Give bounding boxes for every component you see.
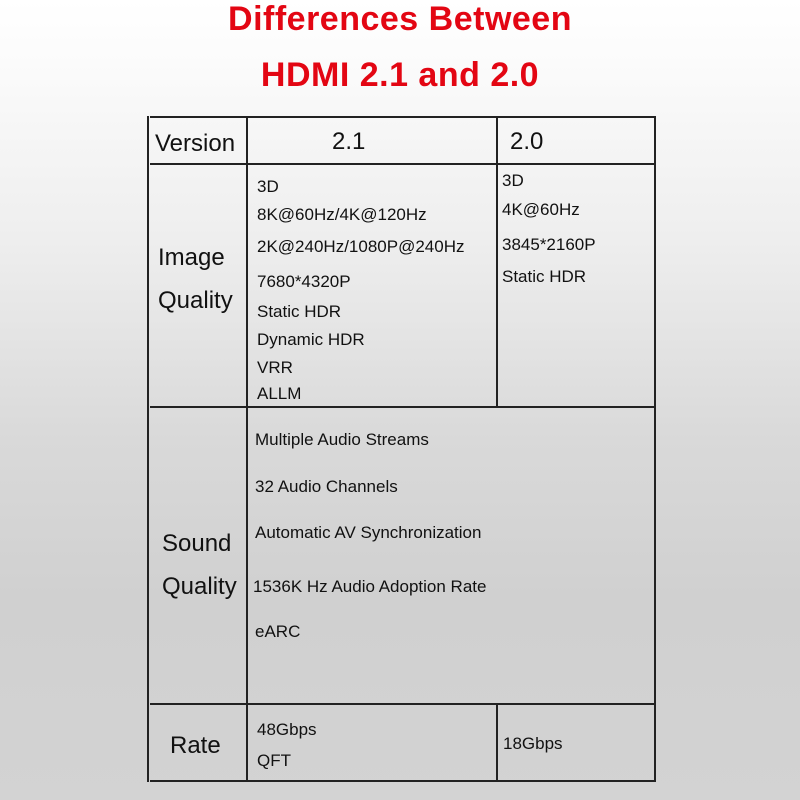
image-2-1-item: 3D (257, 177, 279, 196)
image-quality-label-line1: Image (158, 244, 225, 271)
sound-item: Multiple Audio Streams (255, 430, 429, 449)
table-border-left (147, 116, 149, 782)
sound-item: 1536K Hz Audio Adoption Rate (253, 577, 487, 596)
image-quality-label (158, 236, 233, 322)
header-version-label: Version (155, 130, 236, 157)
image-2-1-item: ALLM (257, 384, 302, 403)
table-divider-col2-bottom (496, 703, 498, 781)
image-2-0-item: 3845*2160P (502, 235, 596, 254)
sound-quality-label (162, 522, 237, 608)
image-2-1-item: VRR (257, 358, 293, 377)
sound-quality-label-line1: Sound (162, 530, 232, 557)
sound-item: 32 Audio Channels (255, 477, 398, 496)
image-2-1-item: 7680*4320P (257, 272, 351, 291)
image-2-0-item: 3D (502, 171, 524, 190)
table-divider-image (150, 406, 654, 408)
table-border-top (150, 116, 654, 118)
header-col-2-1: 2.1 (332, 128, 366, 155)
table-divider-header (150, 163, 654, 165)
rate-2-1-item: 48Gbps (257, 720, 317, 739)
image-2-1-item: Dynamic HDR (257, 330, 365, 349)
rate-2-0-value: 18Gbps (503, 734, 563, 753)
sound-quality-label-line2: Quality (162, 573, 237, 600)
table-divider-sound (150, 703, 654, 705)
image-2-1-item: 8K@60Hz/4K@120Hz (257, 205, 427, 224)
table-border-bottom (150, 780, 654, 782)
rate-2-1-item: QFT (257, 751, 291, 770)
image-quality-label-line2: Quality (158, 287, 233, 314)
rate-label: Rate (170, 732, 221, 759)
image-2-1-item: Static HDR (257, 302, 342, 321)
image-2-0-item: Static HDR (502, 267, 587, 286)
table-divider-col1 (246, 116, 248, 782)
page-title-line2: HDMI 2.1 and 2.0 (260, 56, 540, 94)
table-border-right (654, 116, 656, 782)
table-divider-col2-top (496, 116, 498, 407)
sound-item: eARC (255, 622, 301, 641)
sound-item: Automatic AV Synchronization (255, 523, 482, 542)
image-2-0-item: 4K@60Hz (502, 200, 580, 219)
image-2-1-item: 2K@240Hz/1080P@240Hz (257, 237, 465, 256)
page-title-line1: Differences Between (228, 0, 572, 38)
header-col-2-0: 2.0 (510, 128, 544, 155)
